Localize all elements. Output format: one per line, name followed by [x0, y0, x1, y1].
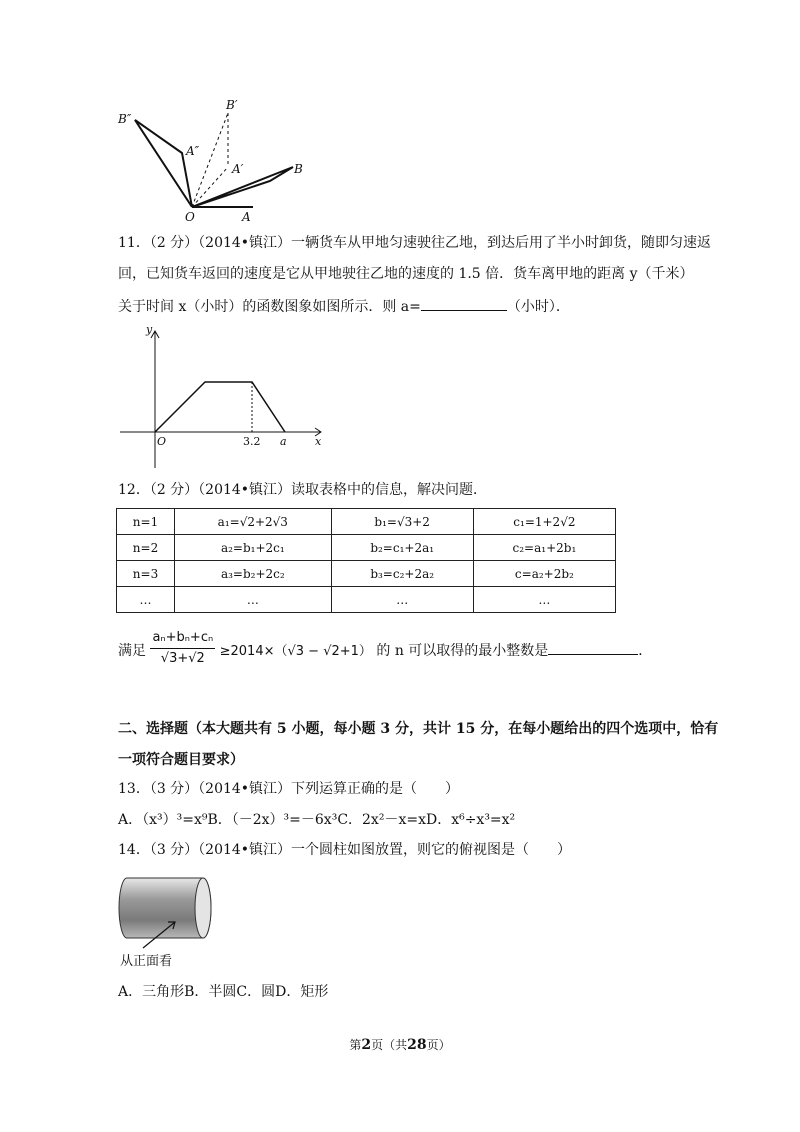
footer-total-pages: 28	[407, 1037, 427, 1053]
table-cell: …	[117, 587, 175, 613]
cylinder-figure	[115, 870, 225, 955]
table-cell: c=a₂+2b₂	[473, 561, 615, 587]
footer-mid: 页（共	[371, 1038, 408, 1052]
table-row	[117, 535, 616, 561]
graph-y-label: y	[146, 323, 153, 336]
table-cell: c₂=a₁+2b₁	[473, 535, 615, 561]
table-cell: a₂=b₁+2c₁	[175, 535, 332, 561]
section2-heading-2: 一项符合题目要求）	[118, 752, 244, 768]
q11-line-1: 11．（2 分）（2014•镇江）一辆货车从甲地匀速驶往乙地，到达后用了半小时卸货，随即匀速返	[118, 235, 712, 251]
graph-tick-3-2: 3.2	[243, 435, 261, 448]
q12-condition	[118, 628, 652, 672]
footer-pre: 第	[349, 1038, 362, 1052]
label-o: O	[185, 210, 195, 224]
table-row	[117, 561, 616, 587]
table-row	[117, 509, 616, 535]
table-cell: n=1	[117, 509, 175, 535]
q12-answer-blank[interactable]	[548, 640, 638, 655]
q11-line-2: 回，已知货车返回的速度是它从甲地驶往乙地的速度的 1.5 倍．货车离甲地的距离 y（千米）	[118, 266, 694, 282]
label-a2: A″	[186, 144, 200, 158]
q12-cond-expr: ≥2014×（√3 − √2+1）	[219, 644, 372, 659]
table-cell: a₃=b₂+2c₂	[175, 561, 332, 587]
q12-cond-pre: 满足	[118, 643, 146, 659]
label-b2: B″	[118, 112, 132, 126]
q12-frac-den: √3+√2	[160, 651, 205, 666]
table-cell: …	[473, 587, 615, 613]
table-cell: a₁=√2+2√3	[175, 509, 332, 535]
section2-heading-1: 二、选择题（本大题共有 5 小题，每小题 3 分，共计 15 分，在每小题给出的四个选项中，恰有	[118, 721, 719, 737]
q12-fraction	[150, 628, 215, 669]
q12-intro: 12．（2 分）（2014•镇江）读取表格中的信息，解决问题．	[118, 482, 488, 498]
rotation-figure	[110, 95, 310, 225]
table-cell: b₂=c₁+2a₁	[331, 535, 473, 561]
q11-answer-blank[interactable]	[421, 296, 507, 311]
footer-post: 页）	[426, 1038, 451, 1052]
label-b: B	[294, 162, 303, 176]
label-b1: B′	[226, 98, 238, 112]
q14-options: A．三角形B．半圆C．圆D．矩形	[118, 984, 329, 1000]
page-footer	[0, 1036, 800, 1053]
table-cell: b₁=√3+2	[331, 509, 473, 535]
q12-table	[116, 508, 616, 613]
label-a1: A′	[232, 162, 244, 176]
q12-cond-post: 的 n 可以取得的最小整数是	[376, 643, 549, 659]
q14-stem: 14．（3 分）（2014•镇江）一个圆柱如图放置，则它的俯视图是（ ）	[118, 842, 572, 858]
table-cell: n=3	[117, 561, 175, 587]
graph-origin: O	[157, 435, 167, 448]
q13-stem: 13．（3 分）（2014•镇江）下列运算正确的是（ ）	[118, 781, 460, 797]
table-cell: b₃=c₂+2a₂	[331, 561, 473, 587]
table-row	[117, 587, 616, 613]
function-graph	[115, 318, 335, 470]
q14-view-label: 从正面看	[120, 954, 173, 969]
table-cell: n=2	[117, 535, 175, 561]
q11-line-3	[118, 296, 570, 317]
footer-page-number: 2	[361, 1037, 372, 1053]
q11-line-3-pre: 关于时间 x（小时）的函数图象如图所示．则 a=	[118, 299, 421, 315]
q11-line-3-post: （小时）．	[506, 299, 570, 315]
label-a: A	[242, 210, 251, 224]
table-cell: c₁=1+2√2	[473, 509, 615, 535]
q13-options: A．（x³）³=x⁹B．（－2x）³=－6x³C．2x²－x=xD．x⁶÷x³=x²	[118, 812, 516, 828]
table-cell: …	[175, 587, 332, 613]
q12-cond-end: ．	[638, 643, 653, 659]
graph-tick-a: a	[280, 435, 287, 448]
q12-frac-num: aₙ+bₙ+cₙ	[150, 628, 215, 649]
graph-x-label: x	[315, 435, 322, 448]
table-cell: …	[331, 587, 473, 613]
